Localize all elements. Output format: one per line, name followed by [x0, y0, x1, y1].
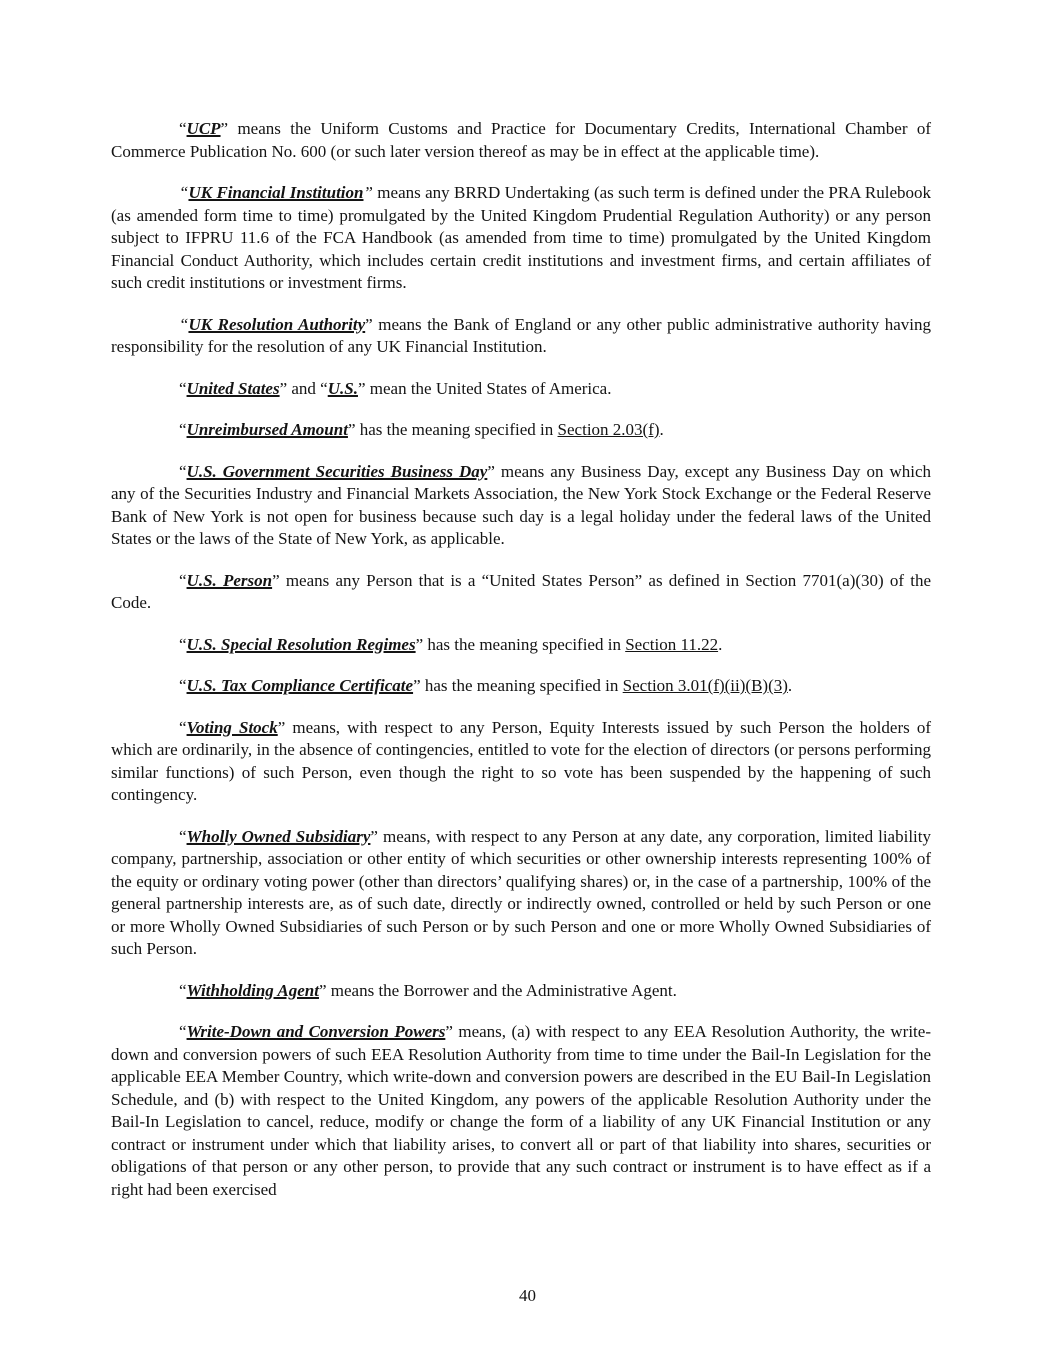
defined-term: U.S. Tax Compliance Certificate: [186, 676, 414, 695]
defined-term: U.S.: [327, 378, 358, 398]
text-run: ” means, with respect to any Person at any date, any corporation, limited liability company, partnership, association or other entity of which securities or other ownership interests representing 100% of the equity or ordinary voting power (other than directors’ qualifying shares) or, in the case of a partnership, 100% of the general partnership interests are, as of such date, directly or indirectly owned, controlled or held by such Person or one or more Wholly Owned Subsidiaries of such Person or by such Person and one or more Wholly Owned Subsidiaries of such Person.: [111, 826, 931, 958]
document-body: [111, 118, 931, 1220]
text-run: ” means the Borrower and the Administrative Agent.: [318, 980, 677, 1000]
text-run: ”: [363, 183, 373, 202]
page-number: 40: [519, 1285, 536, 1305]
defined-term: U.S. Special Resolution Regimes: [186, 634, 416, 654]
definition-paragraph: [111, 419, 931, 442]
text-run: ” has the meaning specified in: [347, 420, 558, 439]
text-run: “: [179, 378, 187, 398]
text-run: “: [179, 676, 187, 695]
definition-paragraph: [111, 1021, 931, 1201]
text-run: “: [179, 461, 187, 481]
text-run: “: [179, 183, 189, 202]
defined-term: UK Resolution Authority: [188, 314, 366, 334]
definition-paragraph: [111, 717, 931, 807]
text-run: ” means the Bank of England or any other public administrative authority having responsibility for the resolution of any UK Financial Institution.: [111, 314, 931, 356]
text-run: ” has the meaning specified in: [413, 676, 623, 695]
defined-term: Wholly Owned Subsidiary: [186, 826, 371, 846]
definition-paragraph: [111, 118, 931, 163]
defined-term: UK Financial Institution: [188, 183, 364, 202]
text-run: “: [179, 570, 187, 590]
section-reference: Section 11.22: [625, 634, 719, 654]
text-run: ” has the meaning specified in: [415, 634, 626, 654]
defined-term: Unreimbursed Amount: [186, 420, 348, 439]
defined-term: UCP: [186, 119, 221, 138]
text-run: “: [179, 980, 187, 1000]
text-run: ” means the Uniform Customs and Practice for Documentary Credits, International Chamber of Commerce Publication No. 600 (or such later version thereof as may be in effect at the applicable time).: [111, 119, 931, 161]
definition-paragraph: [111, 980, 931, 1003]
text-run: ” means, (a) with respect to any EEA Resolution Authority, the write-down and conversion powers of such EEA Resolution Authority from time to time under the Bail-In Legislation for the applicable EEA Member Country, which write-down and conversion powers are described in the EU Bail-In Legislation Schedule, and (b) with respect to the United Kingdom, any powers of the applicable Resolution Authority under the Bail-In Legislation to cancel, reduce, modify or change the form of a liability of any UK Financial Institution or any contract or instrument under which that liability arises, to convert all or part of that liability into shares, securities or obligations of that person or any other person, to provide that any such contract or instrument is to have effect as if a right had been exercised: [111, 1022, 931, 1199]
defined-term: U.S. Government Securities Business Day: [186, 461, 488, 481]
text-run: .: [787, 676, 793, 695]
definition-paragraph: [111, 570, 931, 615]
text-run: “: [179, 420, 187, 439]
text-run: “: [179, 634, 187, 654]
text-run: ” means, with respect to any Person, Equity Interests issued by such Person the holders of which are ordinarily, in the absence of contingencies, entitled to vote for the election of directors (or persons performing similar functions) of such Person, even though the right to so vote has been suspended by the happening of such contingency.: [111, 717, 931, 804]
defined-term: Voting Stock: [186, 717, 278, 737]
defined-term: United States: [186, 378, 280, 398]
text-run: “: [179, 826, 187, 846]
definition-paragraph: [111, 634, 931, 657]
text-run: ” means any Person that is a “United States Person” as defined in Section 7701(a)(30) of the Code.: [111, 570, 931, 612]
defined-term: Withholding Agent: [186, 980, 319, 1000]
text-run: .: [659, 420, 664, 439]
text-run: “: [179, 717, 187, 737]
text-run: “: [179, 314, 189, 334]
text-run: .: [718, 634, 723, 654]
text-run: “: [179, 119, 187, 138]
text-run: “: [179, 1022, 187, 1041]
section-reference: Section 3.01(f)(ii)(B)(3): [622, 676, 788, 695]
definition-paragraph: [111, 314, 931, 359]
text-run: ” means any Business Day, except any Business Day on which any of the Securities Industry and Financial Markets Association, the New York Stock Exchange or the Federal Reserve Bank of New York is not open for business because such day is a legal holiday under the federal laws of the United States or the laws of the State of New York, as applicable.: [111, 461, 932, 548]
defined-term: U.S. Person: [186, 570, 273, 590]
text-run: ” and “: [279, 378, 328, 398]
text-run: means any BRRD Undertaking (as such term is defined under the PRA Rulebook (as amended form time to time) promulgated by the United Kingdom Prudential Regulation Authority) or any person subject to IFPRU 11.6 of the FCA Handbook (as amended from time to time) promulgated by the United Kingdom Financial Conduct Authority, which includes certain credit institutions and investment firms, and certain affiliates of such credit institutions or investment firms.: [111, 183, 931, 292]
definition-paragraph: [111, 461, 931, 551]
section-reference: Section 2.03(f): [557, 420, 660, 439]
definition-paragraph: [111, 826, 931, 961]
text-run: ” mean the United States of America.: [357, 378, 612, 398]
defined-term: Write-Down and Conversion Powers: [186, 1022, 446, 1041]
definition-paragraph: [111, 182, 931, 295]
definition-paragraph: [111, 675, 931, 698]
definition-paragraph: [111, 378, 931, 401]
